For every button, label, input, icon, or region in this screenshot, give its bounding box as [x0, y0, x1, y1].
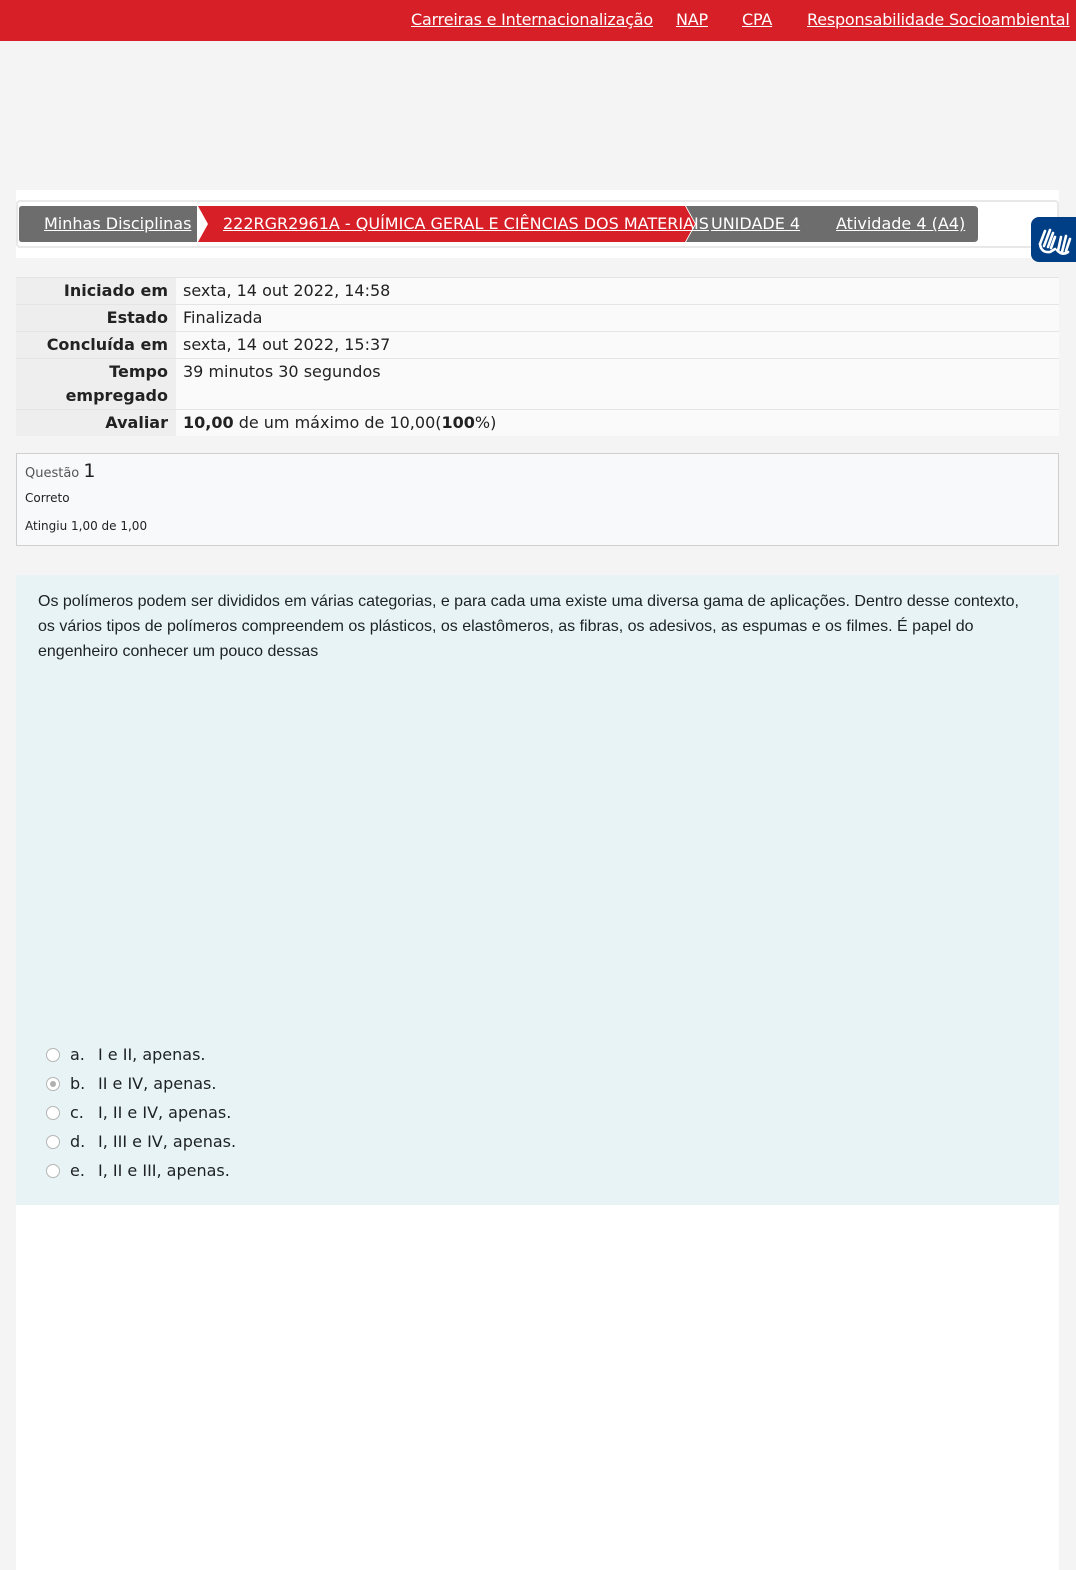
- summary-value: 39 minutos 30 segundos: [176, 359, 1059, 409]
- nav-link-nap[interactable]: NAP: [676, 10, 708, 29]
- breadcrumb-item-minhas-disciplinas[interactable]: [19, 206, 197, 242]
- summary-label-line: Tempo: [109, 362, 168, 381]
- summary-row-started: [16, 277, 1059, 304]
- option-letter: b.: [70, 1074, 86, 1093]
- option-text: II e IV, apenas.: [98, 1074, 217, 1093]
- top-nav-bar: [0, 0, 1076, 41]
- summary-row-state: [16, 304, 1059, 331]
- grade-mid: de um máximo de 10,00(: [233, 413, 442, 432]
- option-text: I e II, apenas.: [98, 1045, 206, 1064]
- question-mark: Atingiu 1,00 de 1,00: [25, 519, 148, 533]
- summary-value: sexta, 14 out 2022, 15:37: [176, 332, 1059, 358]
- question-text: Os polímeros podem ser divididos em várias categorias, e para cada uma existe uma diversa gama de aplicações. Dentro desse contexto, os vários tipos de polímeros compreendem os plásticos, os elastômeros, as fibras, os adesivos, as espumas e os filmes. É papel do engenheiro conhecer um pouco dessas: [38, 593, 1019, 660]
- question-state: Correto: [25, 491, 70, 505]
- summary-value: Finalizada: [176, 305, 1059, 331]
- breadcrumb-item-course[interactable]: [198, 206, 709, 242]
- accessibility-widget[interactable]: [1031, 217, 1076, 262]
- breadcrumb-label: UNIDADE 4: [711, 214, 801, 233]
- sign-language-hands-icon: [1031, 217, 1076, 262]
- nav-link-responsabilidade[interactable]: Responsabilidade Socioambiental: [807, 10, 1070, 29]
- question-label: Questão: [25, 466, 80, 481]
- summary-label: Concluída em: [16, 332, 176, 358]
- question-number: [25, 460, 96, 482]
- radio-button[interactable]: [46, 1048, 60, 1062]
- nav-link-cpa[interactable]: CPA: [742, 10, 773, 29]
- breadcrumb-item-unidade[interactable]: [686, 206, 822, 242]
- option-letter: c.: [70, 1103, 84, 1122]
- summary-value: [176, 410, 1059, 436]
- summary-value: sexta, 14 out 2022, 14:58: [176, 278, 1059, 304]
- option-letter: a.: [70, 1045, 85, 1064]
- question-content: [16, 575, 1059, 1205]
- breadcrumb-label: 222RGR2961A - QUÍMICA GERAL E CIÊNCIAS DOS MATERIAIS: [223, 214, 709, 233]
- summary-label: Avaliar: [16, 410, 176, 436]
- option-text: I, III e IV, apenas.: [98, 1132, 237, 1151]
- grade-score: 10,00: [183, 413, 234, 432]
- nav-link-carreiras[interactable]: Carreiras e Internacionalização: [411, 10, 654, 29]
- question-info-box: [16, 453, 1059, 546]
- summary-label-line: empregado: [65, 386, 168, 405]
- breadcrumb-label: Minhas Disciplinas: [44, 214, 192, 233]
- summary-label: Estado: [16, 305, 176, 331]
- option-letter: e.: [70, 1161, 85, 1180]
- radio-button[interactable]: [46, 1106, 60, 1120]
- breadcrumb-label: Atividade 4 (A4): [836, 214, 966, 233]
- radio-button-selected[interactable]: [46, 1077, 60, 1091]
- breadcrumb-item-atividade[interactable]: [811, 206, 978, 242]
- page-content-area: [16, 1205, 1059, 1570]
- summary-label: Iniciado em: [16, 278, 176, 304]
- radio-button[interactable]: [46, 1164, 60, 1178]
- option-text: I, II e IV, apenas.: [98, 1103, 232, 1122]
- grade-end: %): [474, 413, 497, 432]
- option-text: I, II e III, apenas.: [98, 1161, 230, 1180]
- summary-label: [16, 359, 176, 409]
- summary-row-time: [16, 358, 1059, 409]
- option-letter: d.: [70, 1132, 86, 1151]
- grade-percent: 100: [441, 413, 475, 432]
- question-number-value: 1: [83, 460, 96, 482]
- summary-row-completed: [16, 331, 1059, 358]
- radio-button[interactable]: [46, 1135, 60, 1149]
- summary-row-grade: [16, 409, 1059, 436]
